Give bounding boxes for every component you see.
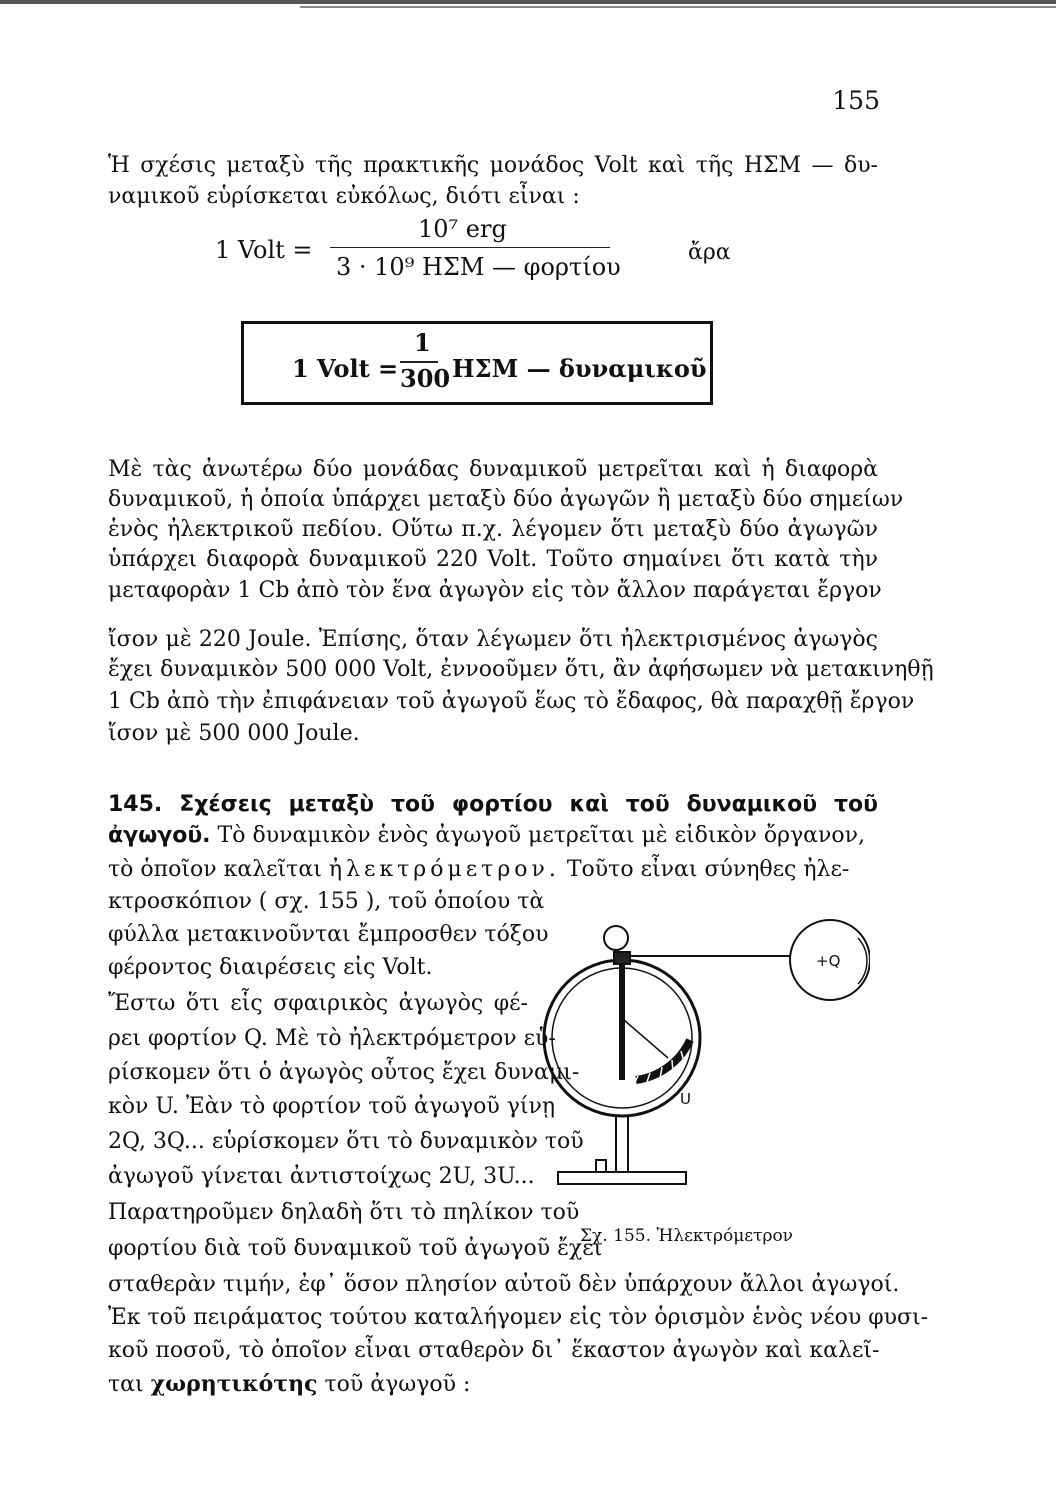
formula1-denominator: 3 · 10⁹ ΗΣΜ — φορτίου <box>336 253 621 281</box>
formula2-fraction-bar <box>400 361 438 363</box>
para3-full-line: κοῦ ποσοῦ, τὸ ὁποῖον εἶναι σταθερὸν δι᾽ ἕκαστον ἀγωγὸν καὶ καλεῖ- <box>108 1338 880 1363</box>
page-number: 155 <box>832 86 880 115</box>
intro-line-2: ναμικοῦ εὑρίσκεται εὐκόλως, διότι εἶναι : <box>108 184 580 209</box>
last-line-pre: ται <box>108 1372 151 1397</box>
para3-line: ρίσκομεν ὅτι ὁ ἀγωγὸς οὗτος ἔχει δυναμι- <box>108 1060 580 1085</box>
formula2-lhs: 1 Volt = <box>292 354 399 383</box>
para3-full-line: σταθερὰν τιμήν, ἐφ᾽ ὅσον πλησίον αὐτοῦ δὲν ὑπάρχουν ἄλλοι ἀγωγοί. <box>108 1272 900 1297</box>
section-line-4: φύλλα μετακινοῦνται ἔμπροσθεν τόξου <box>108 922 549 947</box>
electrometer-leaf <box>624 1020 668 1058</box>
para1-line: Μὲ τὰς ἀνωτέρω δύο μονάδας δυναμικοῦ μετρεῖται καὶ ἡ διαφορὰ <box>108 457 878 482</box>
term-electrometer: ἠλεκτρόμετρον. <box>328 857 560 882</box>
electrometer-knob <box>604 926 628 950</box>
scan-top-edge-shadow <box>300 6 1056 8</box>
section-line-1-text: Τὸ δυναμικὸν ἑνὸς ἀγωγοῦ μετρεῖται μὲ εἰδικὸν ὄργανον, <box>210 823 866 848</box>
stand-base <box>558 1172 686 1184</box>
section-line-3: κτροσκόπιον ( σχ. 155 ), τοῦ ὁποίου τὰ <box>108 889 545 914</box>
earth-terminal <box>596 1160 606 1172</box>
section-heading-tail: ἀγωγοῦ. <box>108 823 211 848</box>
para3-line: Παρατηροῦμεν δηλαδὴ ὅτι τὸ πηλίκον τοῦ <box>108 1200 580 1225</box>
para3-line: κὸν U. Ἐὰν τὸ φορτίον τοῦ ἀγωγοῦ γίνῃ <box>108 1094 556 1119</box>
electrometer-figure <box>540 910 870 1220</box>
section-line-1 <box>108 821 878 851</box>
formula2-numerator: 1 <box>414 328 431 357</box>
para3-line: 2Q, 3Q... εὑρίσκομεν ὅτι τὸ δυναμικὸν τοῦ <box>108 1129 584 1154</box>
para1-line: ἴσον μὲ 220 Joule. Ἐπίσης, ὅταν λέγωμεν ὅτι ἠλεκτρισμένος ἀγωγὸς <box>108 627 878 652</box>
para1-line: ἔχει δυναμικὸν 500 000 Volt, ἐννοοῦμεν ὅτι, ἂν ἀφήσωμεν νὰ μετακινηθῇ <box>108 657 934 682</box>
para3-full-line: Ἐκ τοῦ πειράματος τούτου καταλήγομεν εἰς τὸν ὁρισμὸν ἑνὸς νέου φυσι- <box>108 1305 929 1330</box>
para3-line: Ἔστω ὅτι εἷς σφαιρικὸς ἀγωγὸς φέ- <box>108 991 528 1016</box>
para3-line: φορτίου διὰ τοῦ δυναμικοῦ τοῦ ἀγωγοῦ ἔχει <box>108 1236 603 1261</box>
para3-line: ρει φορτίον Q. Μὲ τὸ ἠλεκτρόμετρον εὑ- <box>108 1026 556 1051</box>
figure-caption: Σχ. 155. Ἠλεκτρόμετρον <box>580 1226 794 1246</box>
para1-line: ἴσον μὲ 500 000 Joule. <box>108 721 360 746</box>
para1-line: ὑπάρχει διαφορὰ δυναμικοῦ 220 Volt. Τοῦτο σημαίνει ὅτι κατὰ τὴν <box>108 547 878 572</box>
term-capacity: χωρητικότης <box>150 1371 318 1397</box>
section-line-2 <box>108 855 878 885</box>
formula1-numerator: 10⁷ erg <box>418 215 507 243</box>
para1-line: ἑνὸς ἠλεκτρικοῦ πεδίου. Οὕτω π.χ. λέγομεν ὅτι μεταξὺ δύο ἀγωγῶν <box>108 517 878 542</box>
section-line-5: φέροντος διαιρέσεις εἰς Volt. <box>108 955 433 980</box>
formula1-lhs: 1 Volt = <box>215 236 313 264</box>
scan-top-edge <box>0 0 1056 4</box>
insulator-plug <box>614 952 630 964</box>
section-heading: 145. Σχέσεις μεταξὺ τοῦ φορτίου καὶ τοῦ δυναμικοῦ τοῦ <box>108 792 878 817</box>
charge-label: +Q <box>816 952 841 970</box>
formula1-suffix: ἄρα <box>688 240 731 265</box>
section-line-2-pre: τὸ ὁποῖον καλεῖται <box>108 857 329 882</box>
potential-label: U <box>680 1090 691 1108</box>
formula2-rhs: ΗΣΜ — δυναμικοῦ <box>452 354 707 383</box>
intro-line-1: Ἡ σχέσις μεταξὺ τῆς πρακτικῆς μονάδος Volt καὶ τῆς ΗΣΜ — δυ- <box>108 153 878 178</box>
para1-line: μεταφορὰν 1 Cb ἀπὸ τὸν ἕνα ἀγωγὸν εἰς τὸν ἄλλον παράγεται ἔργον <box>108 578 882 603</box>
para1-line: 1 Cb ἀπὸ τὴν ἐπιφάνειαν τοῦ ἀγωγοῦ ἕως τὸ ἔδαφος, θὰ παραχθῇ ἔργον <box>108 689 915 714</box>
para1-line: δυναμικοῦ, ἡ ὁποία ὑπάρχει μεταξὺ δύο ἀγωγῶν ἢ μεταξὺ δύο σημείων <box>108 487 904 512</box>
last-line-post: τοῦ ἀγωγοῦ : <box>317 1372 471 1397</box>
formula2-denominator: 300 <box>400 364 451 393</box>
formula1-fraction-bar <box>330 247 610 248</box>
last-line <box>108 1369 878 1400</box>
para3-line: ἀγωγοῦ γίνεται ἀντιστοίχως 2U, 3U... <box>108 1164 535 1189</box>
section-line-2-post: Τοῦτο εἶναι σύνηθες ἠλε- <box>559 857 850 882</box>
